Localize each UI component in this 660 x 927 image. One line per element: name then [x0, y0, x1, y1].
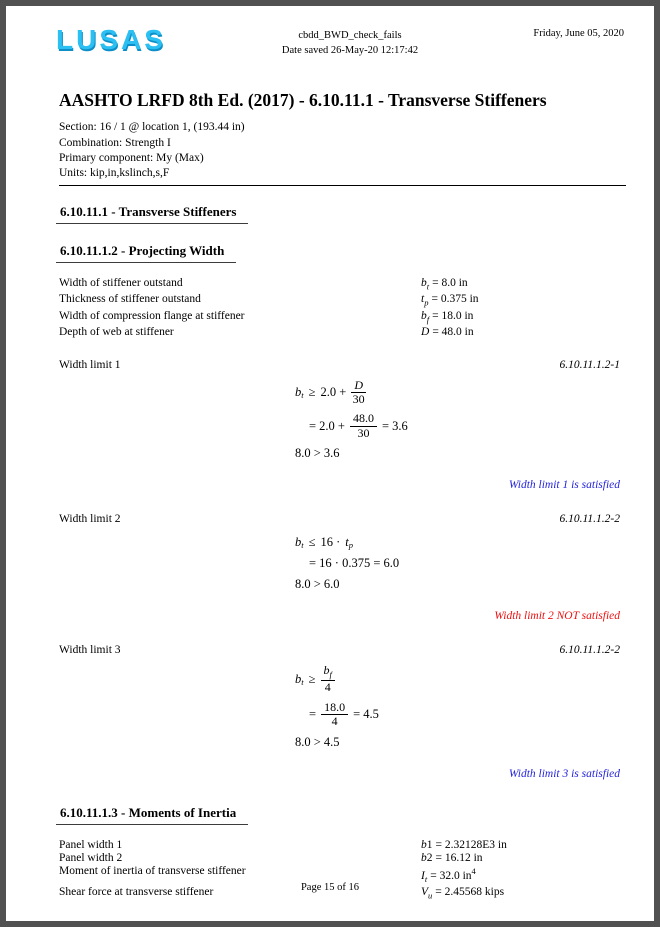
- limit-label: Width limit 1: [59, 358, 121, 371]
- section-heading-transverse-stiffeners: [56, 203, 654, 224]
- param-row: [59, 326, 620, 343]
- fraction-numerator: D: [351, 379, 366, 393]
- math-symbol: b: [295, 385, 302, 399]
- math-term: [295, 535, 304, 550]
- section-heading-projecting-width: [56, 242, 654, 263]
- param-row: [59, 839, 620, 852]
- section-heading-text: 6.10.11.1 - Transverse Stiffeners: [56, 204, 248, 224]
- param-number: = 16.12 in: [435, 851, 483, 864]
- param-row: [59, 293, 620, 310]
- info-combination: Combination: Strength I: [59, 136, 171, 149]
- section-heading-moments-of-inertia: [56, 804, 654, 825]
- math-result: = 4.5: [353, 707, 379, 722]
- math-term: =: [309, 707, 317, 722]
- math-symbol: b: [295, 535, 302, 550]
- equation-line-1: [295, 535, 654, 550]
- equation-reference: 6.10.11.1.2-1: [559, 358, 620, 371]
- math-symbol: D: [421, 326, 430, 339]
- math-operator: ≥: [308, 385, 316, 399]
- print-date: Friday, June 05, 2020: [533, 28, 624, 39]
- param-row: [59, 277, 620, 294]
- math-symbol: b: [421, 851, 427, 864]
- math-subscript: t: [301, 540, 304, 551]
- math-subscript: t: [301, 676, 304, 687]
- math-subscript: t: [424, 874, 428, 885]
- math-term: [295, 672, 304, 687]
- moments-of-inertia-parameters: [59, 839, 620, 903]
- width-limit-2-equation: [295, 535, 654, 592]
- equation-line-2: [309, 701, 654, 729]
- width-limit-1-verdict: Width limit 1 is satisfied: [508, 479, 620, 492]
- math-symbol-index: 1: [426, 838, 433, 851]
- equation-conclusion: 8.0 > 6.0: [295, 577, 340, 592]
- width-limit-2-verdict: Width limit 2 NOT satisfied: [494, 610, 620, 623]
- math-term: 2.0 +: [320, 385, 347, 399]
- param-value: [421, 310, 473, 327]
- fraction-denominator: 4: [324, 680, 331, 695]
- param-number: = 2.45568 kips: [435, 886, 505, 899]
- fraction-denominator: 30: [357, 425, 370, 440]
- math-symbol: t: [421, 293, 425, 306]
- math-term: 16 ·: [320, 535, 341, 550]
- math-symbol: b: [421, 276, 427, 289]
- section-heading-text: 6.10.11.1.2 - Projecting Width: [56, 243, 236, 263]
- math-symbol: I: [421, 869, 425, 882]
- param-value: [421, 326, 474, 343]
- fraction-numerator: 18.0: [321, 701, 348, 715]
- fraction: [351, 379, 366, 407]
- limit-label: Width limit 3: [59, 644, 121, 657]
- report-title: AASHTO LRFD 8th Ed. (2017) - 6.10.11.1 - Transverse Stiffeners: [59, 90, 547, 111]
- fraction-numerator: [321, 664, 335, 681]
- param-number: = 32.0 in: [430, 869, 472, 882]
- math-symbol: b: [421, 838, 427, 851]
- limit-label: Width limit 2: [59, 513, 121, 526]
- equation-line-2: = 16 · 0.375 = 6.0: [309, 556, 400, 571]
- section-heading-text: 6.10.11.1.3 - Moments of Inertia: [56, 805, 248, 825]
- math-subscript: t: [301, 390, 304, 400]
- param-value: [421, 839, 507, 852]
- math-subscript: p: [348, 540, 354, 551]
- param-number: = 48.0 in: [432, 326, 474, 339]
- math-operator: ≥: [308, 671, 316, 686]
- param-label: Panel width 2: [59, 851, 123, 864]
- unit-exponent: 4: [471, 865, 476, 876]
- math-subscript: u: [428, 890, 433, 901]
- equation-conclusion: 8.0 > 4.5: [295, 734, 340, 749]
- width-limit-2-row: [59, 513, 620, 525]
- model-file-name: cbdd_BWD_check_fails: [298, 30, 402, 41]
- math-term: [295, 385, 304, 400]
- header-divider: [59, 185, 626, 186]
- param-number: = 18.0 in: [432, 309, 474, 322]
- width-limit-3-verdict: Width limit 3 is satisfied: [508, 767, 620, 780]
- math-operator: ≤: [308, 535, 316, 550]
- param-number: = 0.375 in: [431, 293, 479, 306]
- lusas-logo: LUSAS: [56, 24, 166, 55]
- report-info: [59, 120, 620, 181]
- math-symbol-index: 2: [426, 851, 433, 864]
- width-limit-1-row: [59, 359, 620, 371]
- math-symbol: b: [421, 309, 427, 322]
- date-saved-label: Date saved 26-May-20 12:17:42: [281, 45, 419, 57]
- param-row: [59, 310, 620, 327]
- projecting-width-parameters: [59, 277, 620, 343]
- param-label: Width of stiffener outstand: [59, 276, 183, 289]
- param-label: Moment of inertia of transverse stiffener: [59, 864, 246, 877]
- equation-conclusion: 8.0 > 3.6: [295, 446, 340, 461]
- equation-line-1: [295, 664, 654, 694]
- header-file-block: [226, 26, 474, 58]
- param-label: Shear force at transverse stiffener: [59, 886, 214, 899]
- math-result: = 3.6: [381, 418, 408, 433]
- report-page: [6, 6, 654, 921]
- math-symbol: b: [323, 663, 330, 678]
- param-number: = 2.32128E3 in: [435, 838, 507, 851]
- math-symbol: b: [295, 671, 302, 686]
- page-header: [6, 6, 654, 58]
- param-row: [59, 852, 620, 865]
- equation-line-1: [295, 379, 654, 407]
- math-term: [345, 535, 353, 550]
- equation-reference: 6.10.11.1.2-2: [559, 644, 620, 657]
- param-label: Thickness of stiffener outstand: [59, 293, 201, 306]
- param-value: [421, 852, 483, 865]
- param-label: Width of compression flange at stiffener: [59, 309, 245, 322]
- fraction: [350, 412, 377, 440]
- math-term: = 2.0 +: [309, 418, 345, 433]
- fraction-denominator: 4: [331, 714, 338, 729]
- page-number: Page 15 of 16: [300, 882, 360, 893]
- width-limit-1-equation: [295, 379, 654, 462]
- info-units: Units: kip,in,kslinch,s,F: [59, 167, 170, 180]
- width-limit-3-row: [59, 644, 620, 656]
- width-limit-3-equation: [295, 664, 654, 749]
- param-number: = 8.0 in: [432, 276, 468, 289]
- param-value: [421, 293, 479, 310]
- fraction-denominator: 30: [352, 392, 365, 406]
- fraction-numerator: 48.0: [350, 412, 377, 426]
- math-subscript: f: [426, 313, 430, 324]
- fraction: [321, 664, 335, 694]
- math-subscript: f: [329, 669, 332, 680]
- param-value: [421, 277, 468, 294]
- math-subscript: t: [426, 280, 430, 291]
- info-section: Section: 16 / 1 @ location 1, (193.44 in): [59, 121, 245, 134]
- math-symbol: V: [421, 886, 429, 899]
- math-symbol: t: [345, 535, 349, 550]
- equation-line-2: [309, 412, 654, 440]
- param-label: Depth of web at stiffener: [59, 326, 174, 339]
- fraction: [321, 701, 348, 729]
- equation-reference: 6.10.11.1.2-2: [559, 513, 620, 526]
- info-primary-component: Primary component: My (Max): [59, 152, 204, 164]
- math-subscript: p: [424, 297, 429, 308]
- param-label: Panel width 1: [59, 838, 123, 851]
